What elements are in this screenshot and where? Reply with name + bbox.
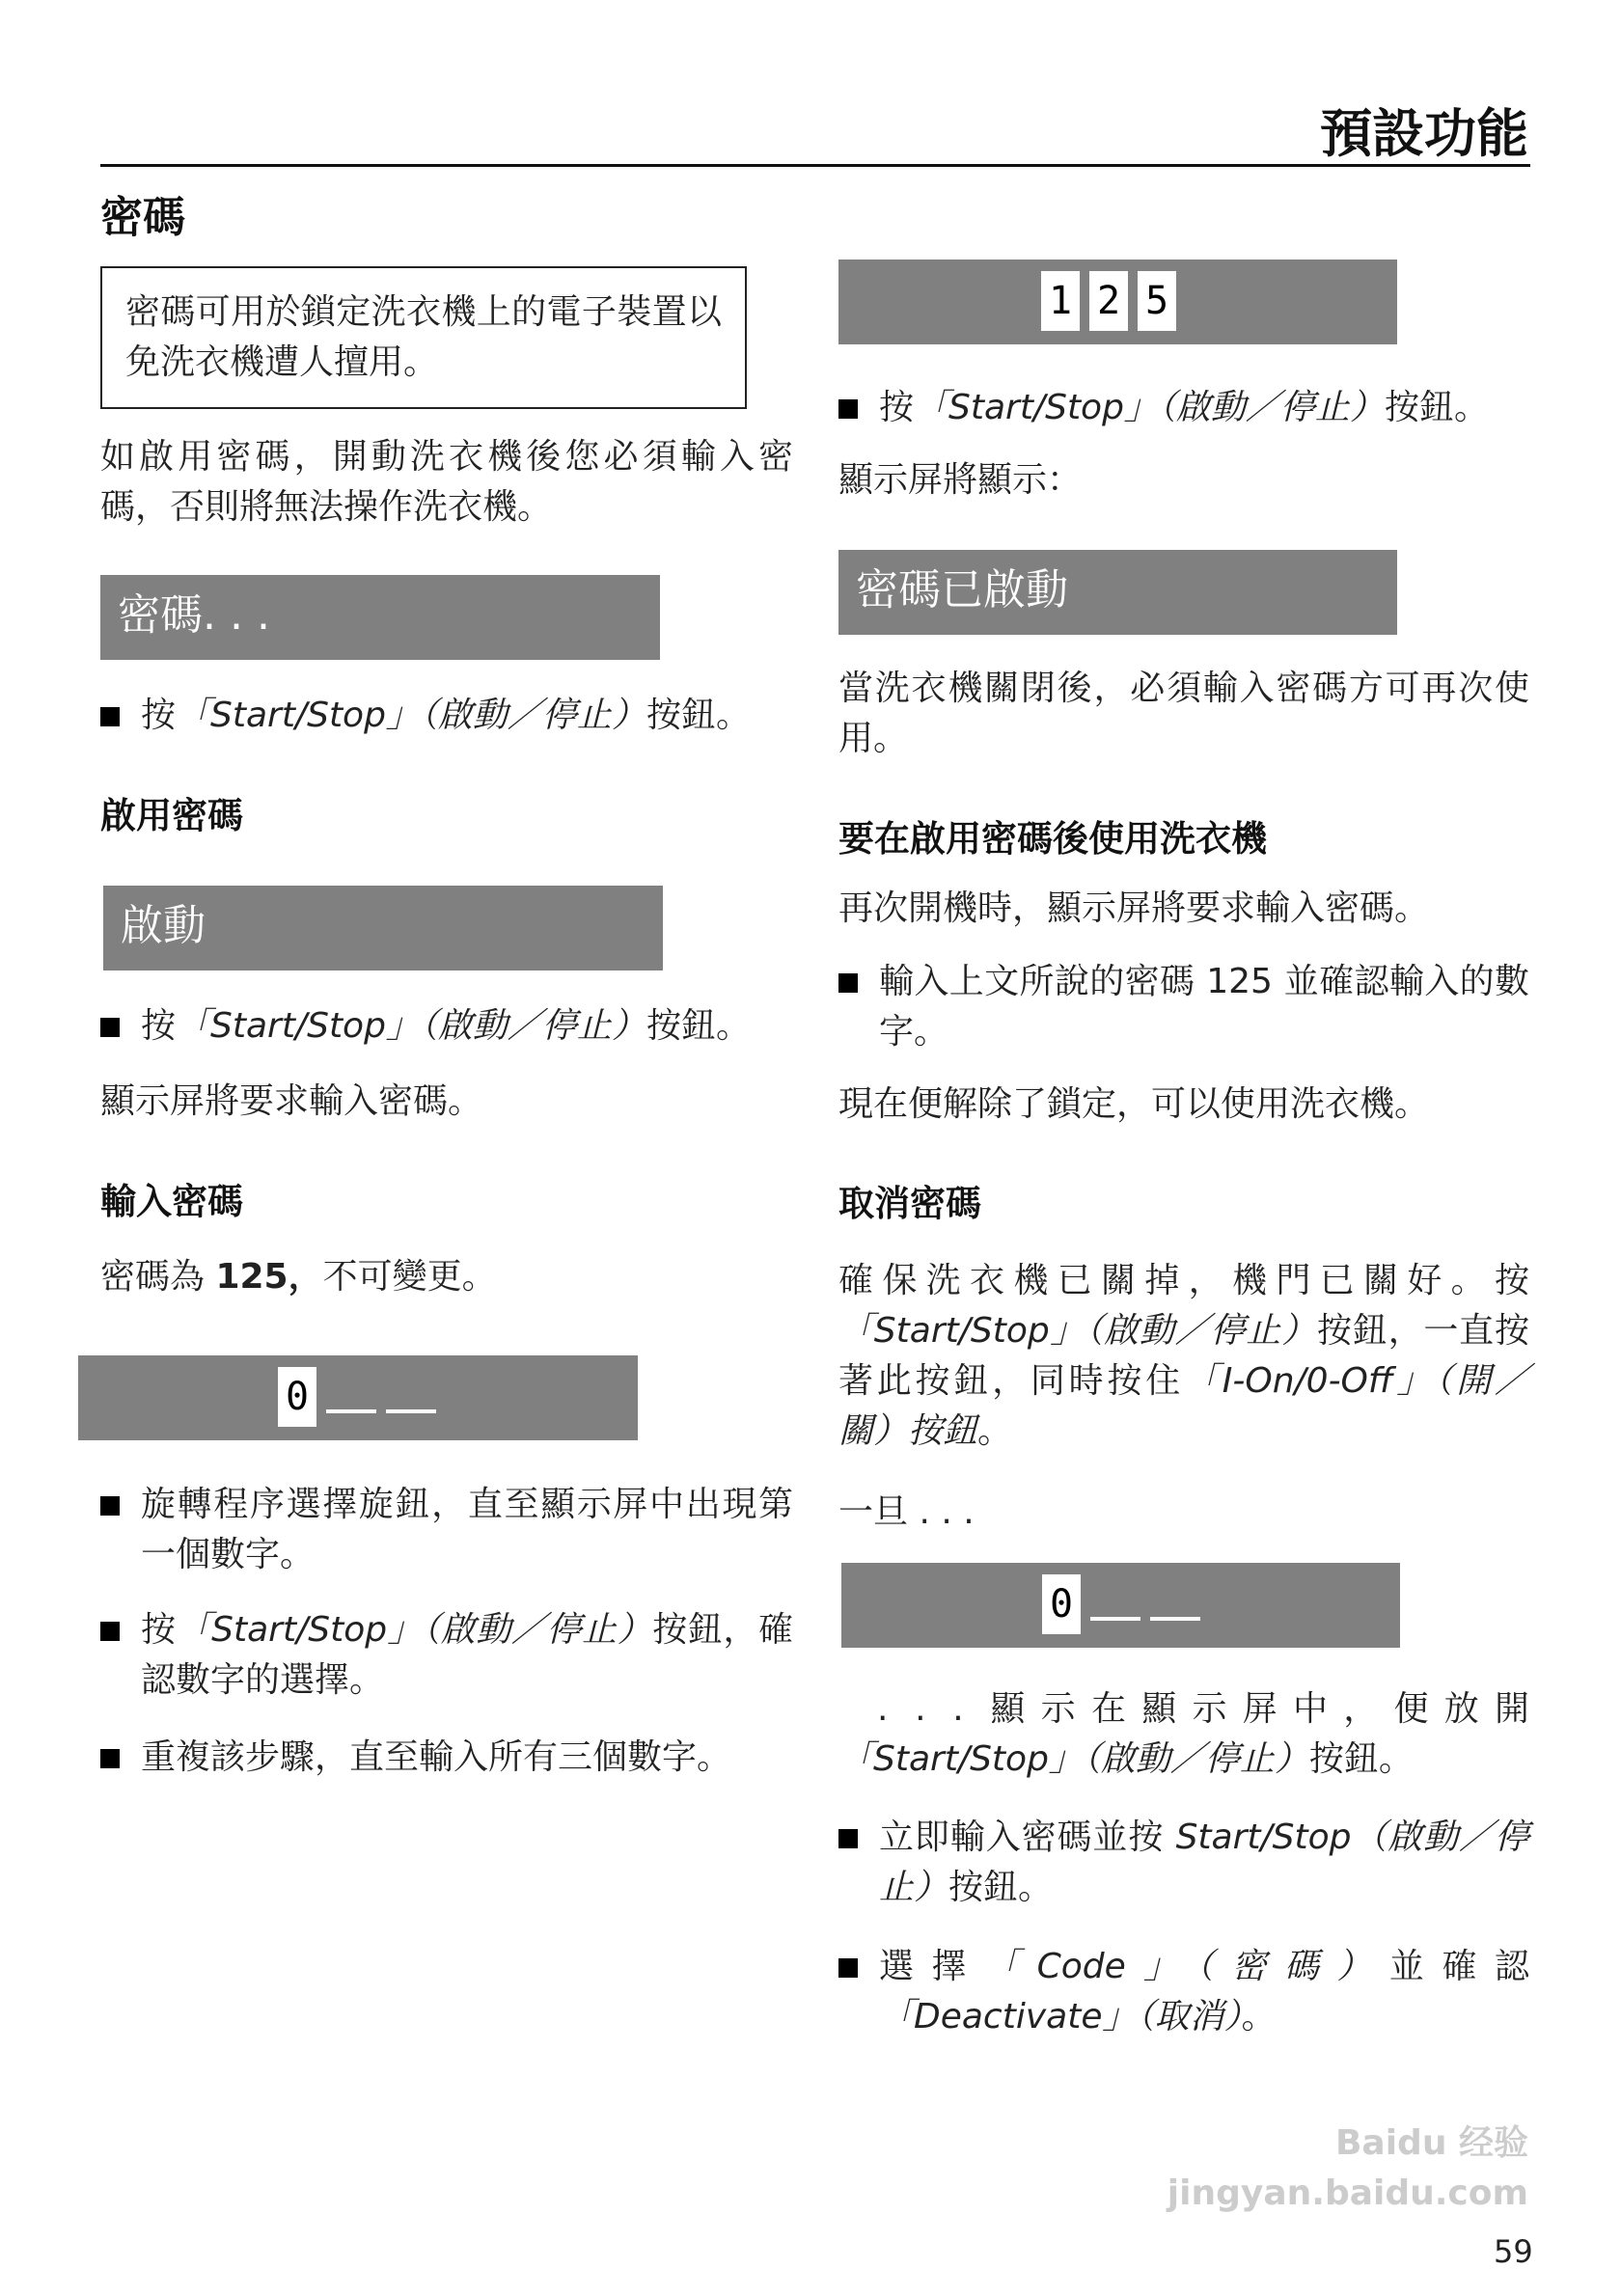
shows-text: 顯示屏將顯示： bbox=[838, 460, 1083, 500]
text: 。 bbox=[1241, 1997, 1277, 2036]
bullet-press-start-2 bbox=[100, 1001, 793, 1052]
digit-placeholder bbox=[1090, 1617, 1140, 1621]
display-code-125 bbox=[838, 260, 1397, 344]
button-name: 「Start/Stop」（啟動／停止） bbox=[914, 388, 1385, 427]
text: 按鈕。 bbox=[646, 696, 751, 735]
baidu-watermark: Baidu 经验 jingyan.baidu.com bbox=[1167, 2123, 1528, 2213]
digit-placeholder bbox=[326, 1409, 376, 1413]
release-paragraph bbox=[838, 1684, 1529, 1785]
bullet-deactivate bbox=[838, 1942, 1529, 2042]
page-title: 預設功能 bbox=[1320, 103, 1528, 164]
button-name: 「Start/Stop」（啟動／停止） bbox=[838, 1311, 1317, 1351]
display-text: 密碼. . . bbox=[118, 590, 270, 640]
text: 不可變更。 bbox=[322, 1257, 497, 1297]
cancel-heading: 取消密碼 bbox=[838, 1183, 981, 1224]
code-paragraph bbox=[100, 1252, 793, 1302]
text: 並確認 bbox=[1388, 1947, 1529, 1986]
display-digit: 1 bbox=[1041, 271, 1080, 331]
button-name: 「I-On/0-Off」（開／關）按鈕 bbox=[838, 1361, 1529, 1451]
text: 按 bbox=[141, 696, 177, 735]
bullet-press-start-3 bbox=[838, 383, 1529, 433]
bullet-enter-code: 輸入上文所說的密碼 125 並確認輸入的數字。 bbox=[838, 957, 1529, 1057]
display-text: 啟動 bbox=[121, 901, 206, 950]
display-digit: 0 bbox=[1042, 1574, 1081, 1634]
text: 密碼為 bbox=[100, 1257, 216, 1297]
digit-placeholder bbox=[1150, 1617, 1200, 1621]
header-rule bbox=[100, 164, 1530, 167]
display-password-active bbox=[838, 550, 1397, 635]
button-name: 「Start/Stop」（啟動／停止） bbox=[176, 696, 646, 735]
button-name: 「Start/Stop」（啟動／停止） bbox=[176, 1006, 646, 1046]
code-value: 125， bbox=[215, 1257, 323, 1297]
menu-option: 「Code」（密碼） bbox=[984, 1947, 1389, 1986]
digit-placeholder bbox=[386, 1409, 436, 1413]
button-name: 「Start/Stop」（啟動／停止） bbox=[176, 1610, 653, 1650]
menu-option: 「Deactivate」（取消） bbox=[879, 1997, 1242, 2036]
text: 選擇 bbox=[879, 1947, 985, 1986]
display-digit: 0 bbox=[278, 1367, 316, 1427]
section-heading: 密碼 bbox=[100, 193, 185, 242]
display-password bbox=[100, 575, 660, 660]
text: 立即輸入密碼並按 bbox=[879, 1818, 1176, 1857]
enable-result: 顯示屏將要求輸入密碼。 bbox=[100, 1081, 483, 1121]
bullet-step-1: 旋轉程序選擇旋鈕，直至顯示屏中出現第一個數字。 bbox=[100, 1480, 793, 1580]
left-column bbox=[100, 193, 793, 1783]
button-name: Start/Stop（啟動／停止） bbox=[879, 1818, 1529, 1907]
text: 按鈕。 bbox=[646, 1006, 751, 1046]
text: 按鈕。 bbox=[948, 1868, 1054, 1907]
unlocked-paragraph: 現在便解除了鎖定，可以使用洗衣機。 bbox=[838, 1084, 1430, 1124]
bullet-step-2 bbox=[100, 1605, 793, 1706]
intro-box bbox=[100, 266, 747, 409]
page-number: 59 bbox=[1494, 2233, 1533, 2270]
text: 按鈕。 bbox=[1384, 388, 1489, 427]
intro-box-text: 密碼可用於鎖定洗衣機上的電子裝置以免洗衣機遭人擅用。 bbox=[125, 292, 722, 382]
cancel-paragraph bbox=[838, 1256, 1529, 1457]
display-digit: 2 bbox=[1089, 271, 1128, 331]
text: 按鈕，一直按著此按鈕，同時按住 bbox=[838, 1311, 1529, 1401]
intro-paragraph: 如啟用密碼，開動洗衣機後您必須輸入密碼，否則將無法操作洗衣機。 bbox=[100, 437, 793, 527]
text: 按鈕。 bbox=[1308, 1739, 1414, 1779]
display-digit: 5 bbox=[1138, 271, 1176, 331]
button-name: 「Start/Stop」（啟動／停止） bbox=[838, 1739, 1309, 1779]
text: 確保洗衣機已關掉，機門已關好。按 bbox=[838, 1261, 1529, 1300]
display-digit-entry-2 bbox=[841, 1563, 1400, 1648]
display-start bbox=[103, 886, 663, 970]
text: 按 bbox=[141, 1006, 177, 1046]
display-text: 密碼已啟動 bbox=[856, 565, 1068, 615]
right-column bbox=[838, 260, 1529, 2042]
text: 按 bbox=[141, 1610, 177, 1650]
display-digit-entry bbox=[78, 1355, 638, 1440]
bullet-enter-and-press bbox=[838, 1813, 1529, 1913]
bullet-step-3: 重複該步驟，直至輸入所有三個數字。 bbox=[100, 1733, 793, 1783]
once-text: 一旦 . . . bbox=[838, 1492, 975, 1532]
after-off-paragraph: 當洗衣機關閉後，必須輸入密碼方可再次使用。 bbox=[838, 669, 1529, 758]
enable-heading: 啟用密碼 bbox=[100, 795, 243, 836]
bullet-press-start bbox=[100, 691, 793, 741]
enter-heading: 輸入密碼 bbox=[100, 1181, 243, 1222]
text: 按鈕，確認數字的選擇。 bbox=[141, 1610, 793, 1700]
use-heading: 要在啟用密碼後使用洗衣機 bbox=[838, 818, 1267, 860]
text: . . . 顯示在顯示屏中，便放開 bbox=[877, 1689, 1529, 1729]
use-paragraph: 再次開機時，顯示屏將要求輸入密碼。 bbox=[838, 888, 1430, 928]
text: 。 bbox=[977, 1411, 1013, 1451]
text: 按 bbox=[879, 388, 915, 427]
